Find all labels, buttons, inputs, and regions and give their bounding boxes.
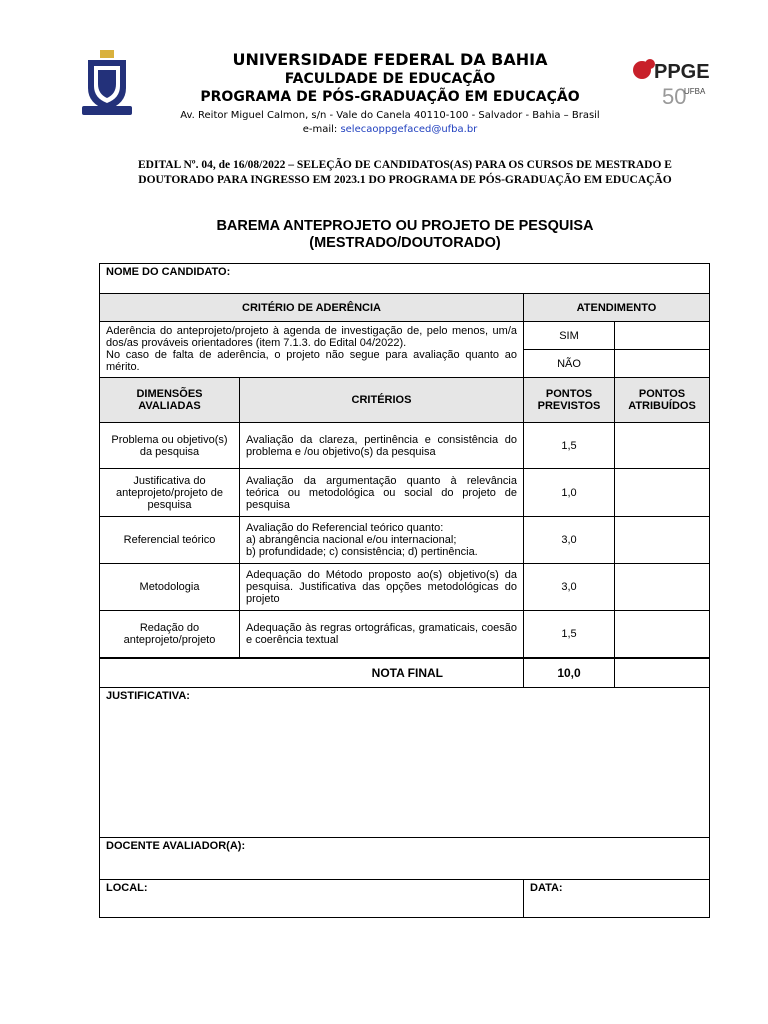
dimension-cell: Justificativa do anteprojeto/projeto de pesquisa	[100, 469, 240, 517]
nota-final-row	[100, 658, 710, 688]
barema-title-line1: BAREMA ANTEPROJETO OU PROJETO DE PESQUISA	[216, 218, 594, 234]
table-row	[100, 611, 710, 658]
candidate-name-field[interactable]	[100, 264, 710, 294]
document-header	[0, 0, 768, 140]
points-assigned-cell[interactable]	[615, 611, 710, 658]
points-expected-cell: 3,0	[524, 517, 615, 564]
nao-label: NÃO	[524, 350, 615, 378]
criterion-line: a) abrangência nacional e/ou internacional;	[246, 534, 457, 546]
barema-title-line2: (MESTRADO/DOUTORADO)	[309, 235, 501, 251]
aderencia-header-row	[100, 294, 710, 322]
data-label: DATA:	[530, 882, 563, 894]
data-field[interactable]	[524, 880, 710, 918]
address: Av. Reitor Miguel Calmon, s/n - Vale do Canela 40110-100 - Salvador - Bahia – Brasil	[180, 110, 600, 121]
table-row	[100, 564, 710, 611]
criterion-line: b) profundidade; c) consistência; d) pertinência.	[246, 546, 478, 558]
university-name: UNIVERSIDADE FEDERAL DA BAHIA	[232, 50, 548, 69]
points-assigned-cell[interactable]	[615, 469, 710, 517]
dimension-cell: Metodologia	[100, 564, 240, 611]
sim-label: SIM	[524, 322, 615, 350]
email-line	[150, 124, 630, 135]
barema-table	[99, 263, 710, 918]
ufba-crest-logo	[80, 48, 134, 118]
aderencia-row-sim	[100, 322, 710, 350]
nota-final-label: NOTA FINAL	[100, 658, 524, 688]
table-row	[100, 517, 710, 564]
faculty-name: FACULDADE DE EDUCAÇÃO	[284, 71, 496, 87]
nota-final-value: 10,0	[524, 658, 615, 688]
criterios-header: CRITÉRIOS	[240, 378, 524, 423]
ppge-logo	[628, 50, 714, 110]
candidate-row	[100, 264, 710, 294]
criterion-line: Avaliação do Referencial teórico quanto:	[246, 522, 444, 534]
criterion-cell: Avaliação da clareza, pertinência e consistência do problema e /ou objetivo(s) da pesquisa	[240, 423, 524, 469]
points-assigned-cell[interactable]	[615, 517, 710, 564]
criterion-cell: Adequação às regras ortográficas, gramaticais, coesão e coerência textual	[240, 611, 524, 658]
points-expected-cell: 1,5	[524, 611, 615, 658]
local-field[interactable]	[100, 880, 524, 918]
atendimento-header: ATENDIMENTO	[524, 294, 710, 322]
docente-field[interactable]	[100, 838, 710, 880]
barema-title	[100, 218, 710, 252]
dimension-cell: Problema ou objetivo(s) da pesquisa	[100, 423, 240, 469]
points-assigned-cell[interactable]	[615, 564, 710, 611]
justificativa-label: JUSTIFICATIVA:	[106, 690, 190, 702]
points-expected-cell: 1,5	[524, 423, 615, 469]
local-label: LOCAL:	[106, 882, 148, 894]
dimensoes-header: DIMENSÕES AVALIADAS	[100, 378, 240, 423]
edital-heading: EDITAL Nº. 04, de 16/08/2022 – SELEÇÃO DE CANDIDATOS(AS) PARA OS CURSOS DE MESTRADO E DOUTORADO PARA INGRESSO EM 2023.1 DO PROGRAMA DE PÓS-GRADUAÇÃO EM EDUCAÇÃO	[138, 159, 672, 186]
pontos-atribuidos-header: PONTOS ATRIBUÍDOS	[615, 378, 710, 423]
docente-row	[100, 838, 710, 880]
ppge-logo-text: PPGE	[654, 61, 710, 83]
ppge-logo-number: 50	[662, 84, 687, 109]
nota-final-assigned-cell[interactable]	[615, 658, 710, 688]
ppge-logo-sub: UFBA	[684, 87, 706, 96]
dimension-cell: Redação do anteprojeto/projeto	[100, 611, 240, 658]
points-expected-cell: 3,0	[524, 564, 615, 611]
aderencia-text-1: Aderência do anteprojeto/projeto à agenda de investigação de, pelo menos, um/a dos/as prováveis orientadores (item 7.1.3. do Edital 04/2022).	[106, 325, 517, 349]
program-name: PROGRAMA DE PÓS-GRADUAÇÃO EM EDUCAÇÃO	[200, 89, 580, 105]
justificativa-row	[100, 688, 710, 838]
local-data-row	[100, 880, 710, 918]
aderencia-text-2: No caso de falta de aderência, o projeto não segue para avaliação quanto ao mérito.	[106, 349, 517, 373]
table-row	[100, 423, 710, 469]
email-label: e-mail:	[302, 124, 338, 135]
dimension-cell: Referencial teórico	[100, 517, 240, 564]
criterio-aderencia-header: CRITÉRIO DE ADERÊNCIA	[100, 294, 524, 322]
pontos-previstos-header: PONTOS PREVISTOS	[524, 378, 615, 423]
email-link[interactable]: selecaoppgefaced@ufba.br	[340, 124, 478, 135]
candidate-name-label: NOME DO CANDIDATO:	[106, 266, 231, 278]
points-assigned-cell[interactable]	[615, 423, 710, 469]
criterion-cell: Adequação do Método proposto ao(s) objetivo(s) da pesquisa. Justificativa das opções metodológicas do projeto	[240, 564, 524, 611]
sim-checkbox-cell[interactable]	[615, 322, 710, 350]
nao-checkbox-cell[interactable]	[615, 350, 710, 378]
criterion-cell	[240, 517, 524, 564]
criteria-header-row	[100, 378, 710, 423]
points-expected-cell: 1,0	[524, 469, 615, 517]
table-row	[100, 469, 710, 517]
criterion-cell: Avaliação da argumentação quanto à relevância teórica ou metodológica ou social do projeto de pesquisa	[240, 469, 524, 517]
docente-label: DOCENTE AVALIADOR(A):	[106, 840, 246, 852]
justificativa-field[interactable]	[100, 688, 710, 838]
aderencia-text-cell	[100, 322, 524, 378]
